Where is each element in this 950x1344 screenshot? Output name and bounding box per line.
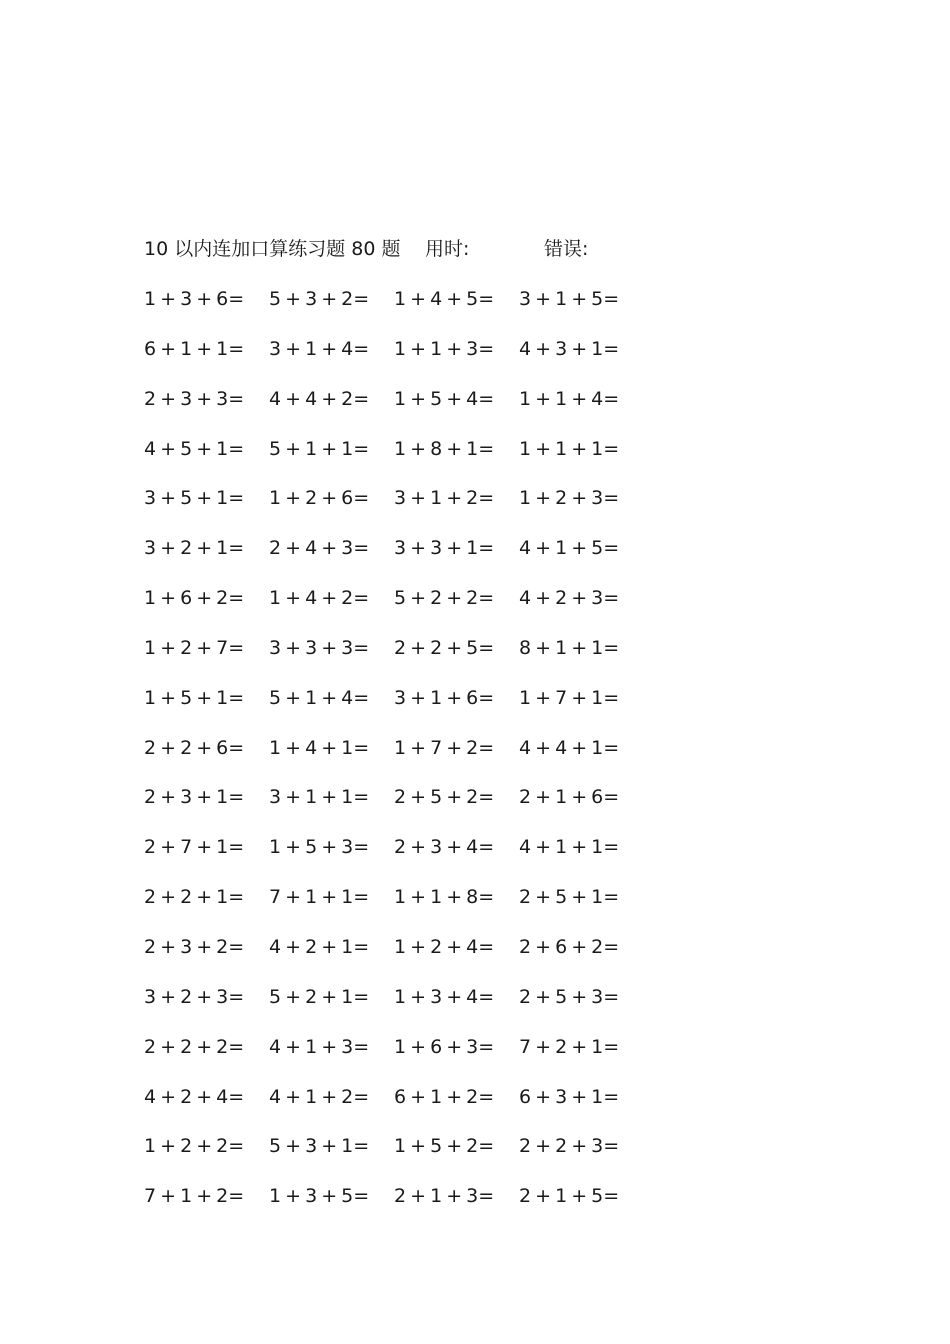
problem-item: 4 + 5 + 1=	[144, 437, 245, 460]
problem-item: 4 + 1 + 3=	[269, 1035, 370, 1058]
problem-item: 4 + 4 + 1=	[519, 736, 620, 759]
problem-item: 1 + 1 + 1=	[519, 437, 620, 460]
problem-row	[144, 1032, 664, 1082]
problem-item: 1 + 2 + 3=	[519, 487, 620, 510]
problem-item: 1 + 4 + 5=	[394, 288, 495, 310]
problem-item: 2 + 2 + 2=	[144, 1035, 245, 1058]
problem-item: 1 + 7 + 2=	[394, 736, 495, 759]
problem-item: 1 + 6 + 2=	[144, 587, 245, 610]
problem-item: 1 + 2 + 7=	[144, 636, 245, 659]
problem-row	[144, 982, 664, 1032]
problem-item: 7 + 2 + 1=	[519, 1035, 620, 1058]
problem-item: 5 + 2 + 2=	[394, 587, 495, 610]
problem-row	[144, 882, 664, 932]
problem-item: 3 + 1 + 4=	[269, 337, 370, 360]
problem-row	[144, 683, 664, 733]
problem-item: 4 + 1 + 1=	[519, 836, 620, 859]
problem-item: 1 + 2 + 2=	[144, 1135, 245, 1158]
problem-item: 1 + 1 + 4=	[519, 387, 620, 410]
problem-item: 3 + 3 + 3=	[269, 636, 370, 659]
problem-row	[144, 1181, 664, 1231]
problem-item: 2 + 6 + 2=	[519, 935, 620, 958]
worksheet-title: 10 以内连加口算练习题 80 题	[144, 238, 401, 260]
problem-item: 1 + 6 + 3=	[394, 1035, 495, 1058]
problem-item: 4 + 4 + 2=	[269, 387, 370, 410]
problem-item: 3 + 2 + 3=	[144, 985, 245, 1008]
problem-item: 1 + 3 + 6=	[144, 288, 245, 310]
problem-row	[144, 583, 664, 633]
problem-item: 2 + 1 + 3=	[394, 1185, 495, 1208]
problem-item: 2 + 5 + 3=	[519, 985, 620, 1008]
problem-item: 3 + 1 + 6=	[394, 686, 495, 709]
problem-item: 1 + 7 + 1=	[519, 686, 620, 709]
problem-item: 3 + 1 + 5=	[519, 288, 620, 310]
problem-item: 5 + 2 + 1=	[269, 985, 370, 1008]
problem-item: 2 + 1 + 6=	[519, 786, 620, 809]
problem-item: 5 + 1 + 1=	[269, 437, 370, 460]
problem-item: 2 + 3 + 3=	[144, 387, 245, 410]
errors-label: 错误:	[544, 238, 589, 260]
problem-row	[144, 1082, 664, 1132]
problem-item: 4 + 2 + 1=	[269, 935, 370, 958]
problem-item: 3 + 5 + 1=	[144, 487, 245, 510]
problem-row	[144, 1131, 664, 1181]
problem-item: 1 + 3 + 5=	[269, 1185, 370, 1208]
problem-item: 1 + 5 + 4=	[394, 387, 495, 410]
problem-item: 1 + 5 + 3=	[269, 836, 370, 859]
problem-item: 2 + 3 + 4=	[394, 836, 495, 859]
problem-item: 2 + 2 + 1=	[144, 886, 245, 909]
problem-item: 3 + 1 + 1=	[269, 786, 370, 809]
time-used-label: 用时:	[425, 238, 470, 260]
problem-item: 6 + 3 + 1=	[519, 1085, 620, 1108]
problem-item: 4 + 1 + 2=	[269, 1085, 370, 1108]
problem-item: 4 + 3 + 1=	[519, 337, 620, 360]
problem-item: 6 + 1 + 2=	[394, 1085, 495, 1108]
problem-item: 1 + 1 + 8=	[394, 886, 495, 909]
problem-item: 5 + 3 + 2=	[269, 288, 370, 310]
problem-row	[144, 832, 664, 882]
problem-item: 7 + 1 + 2=	[144, 1185, 245, 1208]
problem-row	[144, 533, 664, 583]
problem-item: 7 + 1 + 1=	[269, 886, 370, 909]
problem-row	[144, 384, 664, 434]
problem-item: 2 + 5 + 1=	[519, 886, 620, 909]
worksheet-header	[144, 234, 744, 264]
problem-item: 1 + 5 + 2=	[394, 1135, 495, 1158]
problem-row	[144, 284, 664, 334]
problem-item: 5 + 3 + 1=	[269, 1135, 370, 1158]
problem-item: 3 + 3 + 1=	[394, 537, 495, 560]
problem-item: 2 + 2 + 6=	[144, 736, 245, 759]
problem-item: 3 + 2 + 1=	[144, 537, 245, 560]
problem-item: 1 + 4 + 1=	[269, 736, 370, 759]
problem-row	[144, 483, 664, 533]
problem-item: 1 + 2 + 6=	[269, 487, 370, 510]
problem-item: 4 + 2 + 3=	[519, 587, 620, 610]
problem-item: 2 + 2 + 5=	[394, 636, 495, 659]
problem-item: 6 + 1 + 1=	[144, 337, 245, 360]
problem-item: 1 + 8 + 1=	[394, 437, 495, 460]
problem-item: 4 + 1 + 5=	[519, 537, 620, 560]
problem-item: 2 + 4 + 3=	[269, 537, 370, 560]
problem-item: 2 + 1 + 5=	[519, 1185, 620, 1208]
problem-item: 1 + 4 + 2=	[269, 587, 370, 610]
problem-row	[144, 733, 664, 783]
problem-item: 2 + 5 + 2=	[394, 786, 495, 809]
problem-row	[144, 334, 664, 384]
problem-item: 2 + 3 + 2=	[144, 935, 245, 958]
problem-item: 1 + 1 + 3=	[394, 337, 495, 360]
problem-item: 2 + 7 + 1=	[144, 836, 245, 859]
problem-row	[144, 633, 664, 683]
problem-grid	[144, 284, 664, 1231]
problem-item: 1 + 2 + 4=	[394, 935, 495, 958]
problem-item: 8 + 1 + 1=	[519, 636, 620, 659]
problem-item: 1 + 3 + 4=	[394, 985, 495, 1008]
problem-row	[144, 782, 664, 832]
problem-item: 2 + 3 + 1=	[144, 786, 245, 809]
problem-item: 1 + 5 + 1=	[144, 686, 245, 709]
problem-item: 2 + 2 + 3=	[519, 1135, 620, 1158]
problem-item: 4 + 2 + 4=	[144, 1085, 245, 1108]
problem-item: 5 + 1 + 4=	[269, 686, 370, 709]
problem-item: 3 + 1 + 2=	[394, 487, 495, 510]
problem-row	[144, 932, 664, 982]
problem-row	[144, 434, 664, 484]
